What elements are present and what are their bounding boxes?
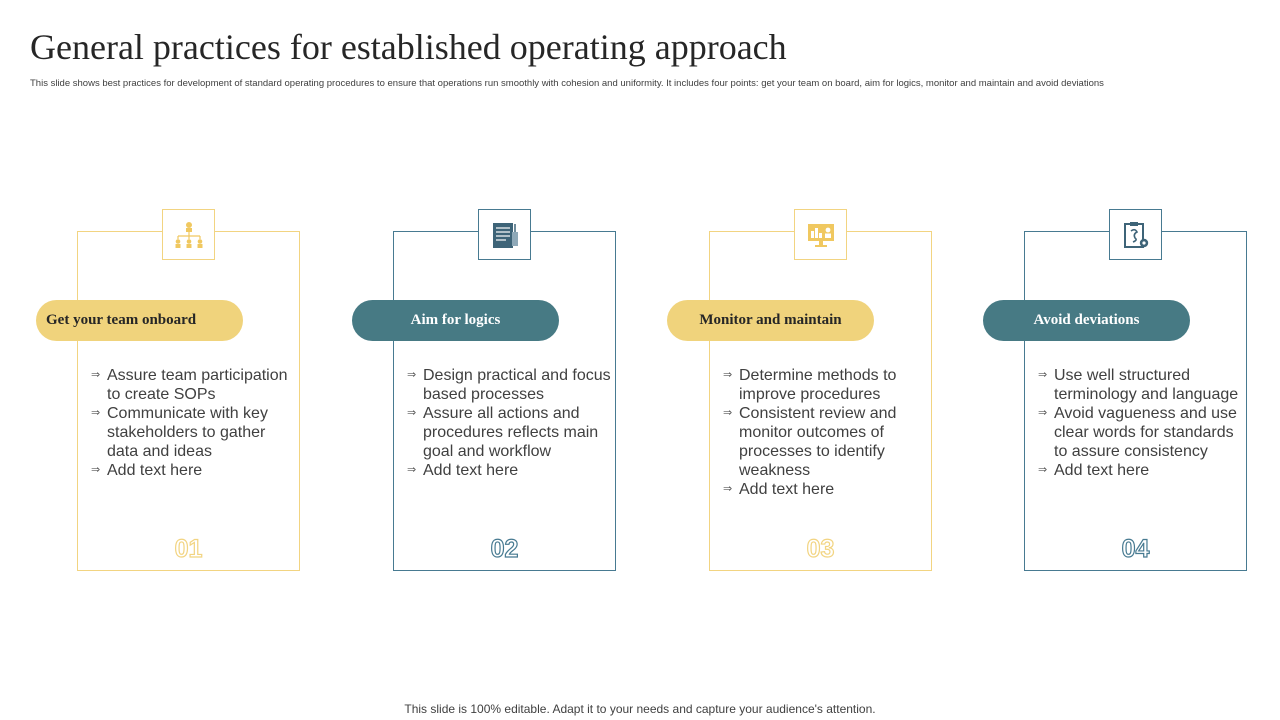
card-3-number: 03 bbox=[806, 535, 835, 563]
card-3-icon-box bbox=[794, 209, 847, 260]
card-4-heading: Avoid deviations bbox=[983, 300, 1190, 341]
card-4-number: 04 bbox=[1121, 535, 1150, 563]
arrow-right-icon: ⇒ bbox=[407, 407, 417, 419]
card-1-heading: Get your team onboard bbox=[36, 300, 243, 341]
list-item: ⇒ Design practical and focus based processes bbox=[407, 367, 611, 403]
arrow-right-icon: ⇒ bbox=[1038, 464, 1048, 476]
list-item: ⇒ Add text here bbox=[1038, 462, 1150, 479]
clipboard-gear-icon bbox=[1121, 220, 1151, 250]
arrow-right-icon: ⇒ bbox=[1038, 369, 1048, 381]
card-3-bullets bbox=[723, 366, 928, 499]
slide-footer: This slide is 100% editable. Adapt it to your needs and capture your audience's attention. bbox=[404, 702, 876, 716]
slide-title: General practices for established operating approach bbox=[30, 27, 787, 67]
arrow-right-icon: ⇒ bbox=[407, 464, 417, 476]
card-2-icon-box bbox=[478, 209, 531, 260]
monitor-dashboard-icon bbox=[806, 221, 836, 249]
card-2-heading: Aim for logics bbox=[352, 300, 559, 341]
card-2-number: 02 bbox=[490, 535, 519, 563]
arrow-right-icon: ⇒ bbox=[91, 407, 101, 419]
list-item: ⇒ Add text here bbox=[407, 462, 519, 479]
card-3-heading: Monitor and maintain bbox=[667, 300, 874, 341]
list-item: ⇒ Use well structured terminology and language bbox=[1038, 367, 1239, 403]
arrow-right-icon: ⇒ bbox=[407, 369, 417, 381]
arrow-right-icon: ⇒ bbox=[723, 483, 733, 495]
arrow-right-icon: ⇒ bbox=[91, 369, 101, 381]
list-item: ⇒ Communicate with key stakeholders to gather data and ideas bbox=[91, 405, 268, 460]
card-4-icon-box bbox=[1109, 209, 1162, 260]
team-hierarchy-icon bbox=[173, 220, 205, 250]
arrow-right-icon: ⇒ bbox=[723, 369, 733, 381]
list-item: ⇒ Assure all actions and procedures reflects main goal and workflow bbox=[407, 405, 599, 460]
card-2-bullets bbox=[407, 366, 612, 480]
card-4-bullets bbox=[1038, 366, 1243, 480]
card-1-icon-box bbox=[162, 209, 215, 260]
card-1-number: 01 bbox=[174, 535, 203, 563]
list-item: ⇒ Avoid vagueness and use clear words for standards to assure consistency bbox=[1038, 405, 1237, 460]
list-item: ⇒ Determine methods to improve procedures bbox=[723, 367, 897, 403]
list-item: ⇒ Consistent review and monitor outcomes of processes to identify weakness bbox=[723, 405, 897, 479]
list-item: ⇒ Assure team participation to create SOPs bbox=[91, 367, 288, 403]
arrow-right-icon: ⇒ bbox=[91, 464, 101, 476]
document-checklist-icon bbox=[490, 220, 520, 250]
card-1-bullets bbox=[91, 366, 296, 480]
list-item: ⇒ Add text here bbox=[723, 481, 835, 498]
slide-subtitle: This slide shows best practices for development of standard operating procedures to ensure that operations run smoothly with cohesion and uniformity. It includes four points: get your team on board, aim for logics, monitor and maintain and avoid deviations bbox=[30, 78, 1104, 89]
list-item: ⇒ Add text here bbox=[91, 462, 203, 479]
arrow-right-icon: ⇒ bbox=[723, 407, 733, 419]
arrow-right-icon: ⇒ bbox=[1038, 407, 1048, 419]
